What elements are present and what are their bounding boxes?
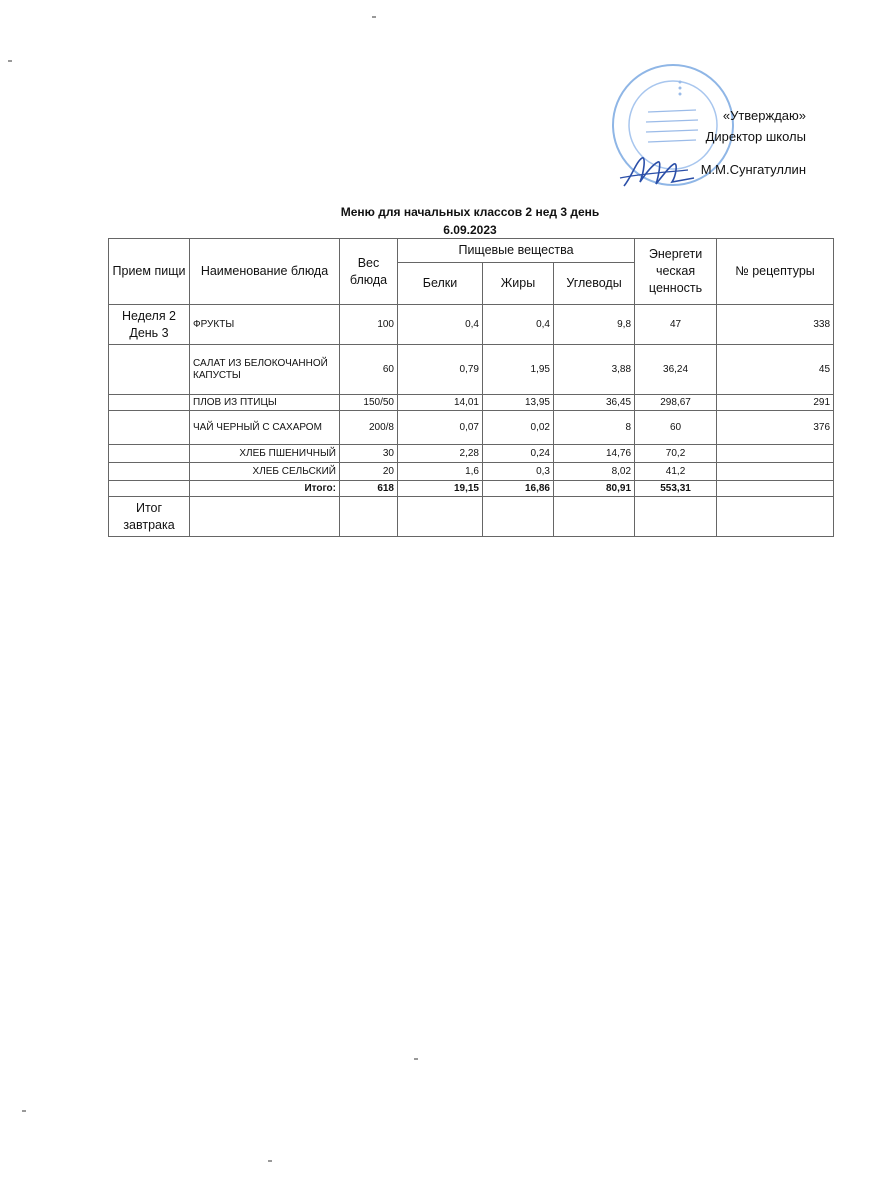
dish-fat: 0,02 bbox=[483, 411, 554, 445]
dish-name: ЧАЙ ЧЕРНЫЙ С САХАРОМ bbox=[190, 411, 340, 445]
dish-energy: 47 bbox=[635, 305, 717, 345]
page-title bbox=[108, 203, 832, 239]
header-meal: Прием пищи bbox=[109, 239, 190, 305]
totals-fat: 16,86 bbox=[483, 481, 554, 497]
dish-name: ПЛОВ ИЗ ПТИЦЫ bbox=[190, 395, 340, 411]
dish-protein: 2,28 bbox=[398, 445, 483, 463]
dish-fat: 0,24 bbox=[483, 445, 554, 463]
header-weight: Вес блюда bbox=[340, 239, 398, 305]
dish-recipe bbox=[717, 463, 834, 481]
dish-weight: 20 bbox=[340, 463, 398, 481]
approval-line-2: Директор школы bbox=[705, 129, 806, 144]
title-date: 6.09.2023 bbox=[443, 223, 497, 237]
totals-weight: 618 bbox=[340, 481, 398, 497]
totals-protein: 19,15 bbox=[398, 481, 483, 497]
table-row bbox=[109, 445, 834, 463]
dish-carbs: 14,76 bbox=[554, 445, 635, 463]
title-line-1: Меню для начальных классов 2 нед 3 день bbox=[340, 205, 600, 219]
header-recipe: № рецептуры bbox=[717, 239, 834, 305]
dish-energy: 298,67 bbox=[635, 395, 717, 411]
dish-carbs: 36,45 bbox=[554, 395, 635, 411]
scan-speck bbox=[414, 1058, 418, 1060]
table-row bbox=[109, 345, 834, 395]
approval-block bbox=[701, 105, 806, 180]
breakfast-total-row bbox=[109, 497, 834, 537]
header-nutrients: Пищевые вещества bbox=[398, 239, 635, 263]
dish-recipe: 291 bbox=[717, 395, 834, 411]
table-row bbox=[109, 411, 834, 445]
dish-protein: 14,01 bbox=[398, 395, 483, 411]
dish-recipe: 376 bbox=[717, 411, 834, 445]
dish-name: ХЛЕБ СЕЛЬСКИЙ bbox=[190, 463, 340, 481]
dish-weight: 30 bbox=[340, 445, 398, 463]
dish-protein: 0,4 bbox=[398, 305, 483, 345]
header-energy: Энергети ческая ценность bbox=[635, 239, 717, 305]
dish-protein: 0,07 bbox=[398, 411, 483, 445]
director-signature bbox=[618, 148, 698, 194]
dish-recipe: 338 bbox=[717, 305, 834, 345]
dish-weight: 60 bbox=[340, 345, 398, 395]
header-dish: Наименование блюда bbox=[190, 239, 340, 305]
dish-recipe bbox=[717, 445, 834, 463]
dish-weight: 200/8 bbox=[340, 411, 398, 445]
dish-energy: 60 bbox=[635, 411, 717, 445]
table-row bbox=[109, 463, 834, 481]
scan-speck bbox=[22, 1110, 26, 1112]
dish-energy: 36,24 bbox=[635, 345, 717, 395]
dish-protein: 1,6 bbox=[398, 463, 483, 481]
dish-name: ХЛЕБ ПШЕНИЧНЫЙ bbox=[190, 445, 340, 463]
dish-energy: 70,2 bbox=[635, 445, 717, 463]
totals-label: Итого: bbox=[190, 481, 340, 497]
dish-fat: 0,4 bbox=[483, 305, 554, 345]
dish-weight: 100 bbox=[340, 305, 398, 345]
dish-fat: 0,3 bbox=[483, 463, 554, 481]
header-row-1 bbox=[109, 239, 834, 263]
meal-label: Неделя 2 День 3 bbox=[109, 305, 190, 345]
dish-name: ФРУКТЫ bbox=[190, 305, 340, 345]
dish-energy: 41,2 bbox=[635, 463, 717, 481]
menu-table bbox=[108, 238, 834, 537]
dish-fat: 1,95 bbox=[483, 345, 554, 395]
totals-row bbox=[109, 481, 834, 497]
scan-speck bbox=[372, 16, 376, 18]
scan-speck bbox=[8, 60, 12, 62]
dish-recipe: 45 bbox=[717, 345, 834, 395]
dish-fat: 13,95 bbox=[483, 395, 554, 411]
dish-name: САЛАТ ИЗ БЕЛОКОЧАННОЙ КАПУСТЫ bbox=[190, 345, 340, 395]
header-carbs: Углеводы bbox=[554, 263, 635, 305]
table-row bbox=[109, 305, 834, 345]
breakfast-total-label: Итог завтрака bbox=[109, 497, 190, 537]
director-name: М.М.Сунгатуллин bbox=[700, 162, 806, 177]
header-fat: Жиры bbox=[483, 263, 554, 305]
totals-carbs: 80,91 bbox=[554, 481, 635, 497]
header-protein: Белки bbox=[398, 263, 483, 305]
table-row bbox=[109, 395, 834, 411]
totals-energy: 553,31 bbox=[635, 481, 717, 497]
dish-protein: 0,79 bbox=[398, 345, 483, 395]
dish-carbs: 8,02 bbox=[554, 463, 635, 481]
scan-speck bbox=[268, 1160, 272, 1162]
dish-carbs: 3,88 bbox=[554, 345, 635, 395]
approval-line-1: «Утверждаю» bbox=[722, 108, 806, 123]
dish-weight: 150/50 bbox=[340, 395, 398, 411]
dish-carbs: 9,8 bbox=[554, 305, 635, 345]
dish-carbs: 8 bbox=[554, 411, 635, 445]
